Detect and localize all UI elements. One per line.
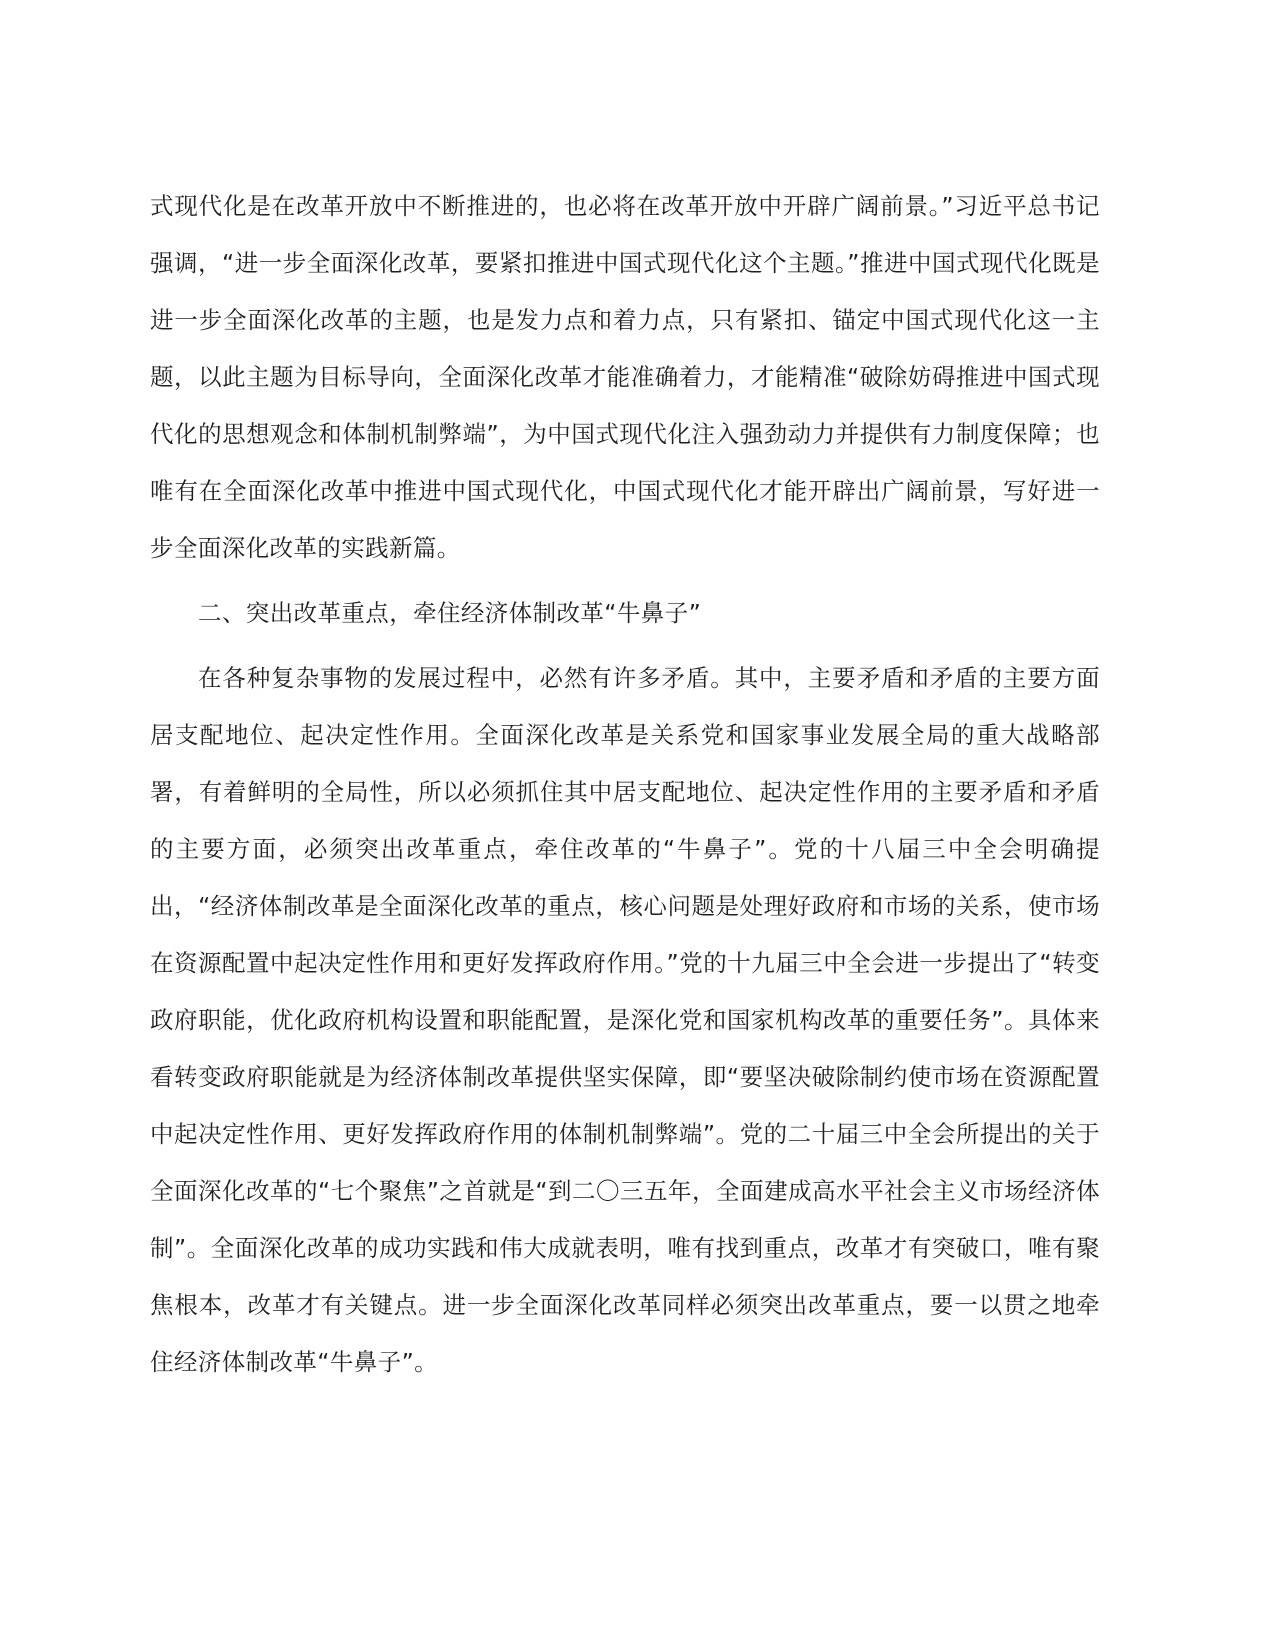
paragraph-body: 在各种复杂事物的发展过程中，必然有许多矛盾。其中，主要矛盾和矛盾的主要方面居支配地位、起决定性作用。全面深化改革是关系党和国家事业发展全局的重大战略部署，有着鲜明的全局性，所以必须抓住其中居支配地位、起决定性作用的主要矛盾和矛盾的主要方面，必须突出改革重点，牵住改革的“牛鼻子”。党的十八届三中全会明确提出，“经济体制改革是全面深化改革的重点，核心问题是处理好政府和市场的关系，使市场在资源配置中起决定性作用和更好发挥政府作用。”党的十九届三中全会进一步提出了“转变政府职能，优化政府机构设置和职能配置，是深化党和国家机构改革的重要任务”。具体来看转变政府职能就是为经济体制改革提供坚实保障，即“要坚决破除制约使市场在资源配置中起决定性作用、更好发挥政府作用的体制机制弊端”。党的二十届三中全会所提出的关于全面深化改革的“七个聚焦”之首就是“到二〇三五年，全面建成高水平社会主义市场经济体制”。全面深化改革的成功实践和伟大成就表明，唯有找到重点，改革才有突破口，唯有聚焦根本，改革才有关键点。进一步全面深化改革同样必须突出改革重点，要一以贯之地牵住经济体制改革“牛鼻子”。 — [150, 664, 1100, 1376]
section-heading: 二、突出改革重点，牵住经济体制改革“牛鼻子” — [198, 599, 702, 627]
paragraph-continuation: 式现代化是在改革开放中不断推进的，也必将在改革开放中开辟广阔前景。”习近平总书记强调，“进一步全面深化改革，要紧扣推进中国式现代化这个主题。”推进中国式现代化既是进一步全面深化改革的主题，也是发力点和着力点，只有紧扣、锚定中国式现代化这一主题，以此主题为目标导向，全面深化改革才能准确着力，才能精准“破除妨碍推进中国式现代化的思想观念和体制机制弊端”，为中国式现代化注入强劲动力并提供有力制度保障；也唯有在全面深化改革中推进中国式现代化，中国式现代化才能开辟出广阔前景，写好进一步全面深化改革的实践新篇。 — [150, 192, 1100, 562]
document-body — [150, 178, 1100, 1391]
